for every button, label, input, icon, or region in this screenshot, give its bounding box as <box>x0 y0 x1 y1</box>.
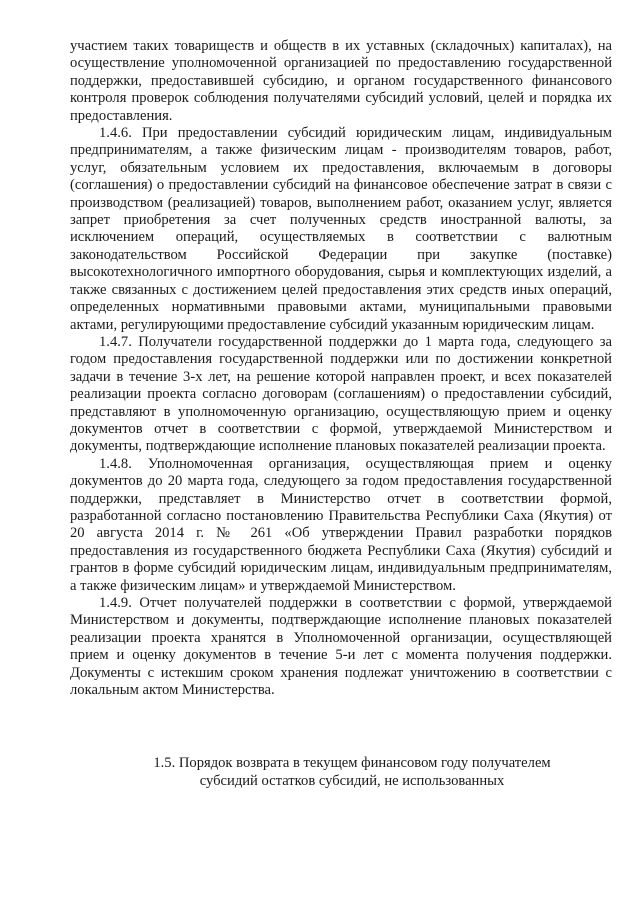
paragraph-1-4-8: 1.4.8. Уполномоченная организация, осуществляющая прием и оценку документов до 20 марта года, следующего за годом предоставления государственной поддержки, представляет в Министерство отчет в соответствии формой, разработанной согласно постановлению Правительства Республики Саха (Якутия) от 20 августа 2014 г. № 261 «Об утверждении Правил разработки порядков предоставления из государственного бюджета Республики Саха (Якутия) субсидий и грантов в форме субсидий юридическим лицам, индивидуальным предпринимателям, а также физическим лицам» и утверждаемой Министерством. <box>70 455 612 594</box>
paragraph-continuation: участием таких товариществ и обществ в их уставных (складочных) капиталах), на осуществление уполномоченной организацией по предоставлению государственной поддержки, предоставившей субсидию, и органом государственного финансового контроля проверок соблюдения получателями субсидий условий, целей и порядка их предоставления. <box>70 38 612 124</box>
paragraph-1-4-7: 1.4.7. Получатели государственной поддержки до 1 марта года, следующего за годом предоставления государственной поддержки или по достижении конкретной задачи в течение 3-х лет, на решение которой направлен проект, и всех показателей реализации проекта согласно договорам (соглашениям) о предоставлении субсидий, представляют в уполномоченную организацию, осуществляющую прием и оценку документов отчет в соответствии с формой, утверждаемой Министерством и документы, подтверждающие исполнение плановых показателей реализации проекта. <box>70 333 612 455</box>
paragraph-1-4-6: 1.4.6. При предоставлении субсидий юридическим лицам, индивидуальным предпринимателям, а также физическим лицам - производителям товаров, работ, услуг, обязательным условием их предоставления, включаемым в договоры (соглашения) о предоставлении субсидий на финансовое обеспечение затрат в связи с производством (реализацией) товаров, выполнением работ, оказанием услуг, является запрет приобретения за счет полученных средств иностранной валюты, за исключением операций, осуществляемых в соответствии с валютным законодательством Российской Федерации при закупке (поставке) высокотехнологичного импортного оборудования, сырья и комплектующих изделий, а также связанных с достижением целей предоставления этих средств иных операций, определенных нормативными правовыми актами, муниципальными правовыми актами, регулирующими предоставление субсидий указанным юридическим лицам. <box>70 125 612 333</box>
section-heading <box>70 755 612 790</box>
section-heading-line-2: субсидий остатков субсидий, не использованных <box>199 773 505 790</box>
section-heading-line-1: 1.5. Порядок возврата в текущем финансовом году получателем <box>153 755 551 772</box>
paragraph-1-4-9: 1.4.9. Отчет получателей поддержки в соответствии с формой, утверждаемой Министерством и документы, подтверждающие исполнение плановых показателей реализации проекта хранятся в Уполномоченной организации, осуществляющей прием и оценку документов в течение 5-и лет с момента получения поддержки. Документы с истекшим сроком хранения подлежат уничтожению в соответствии с локальным актом Министерства. <box>70 595 612 699</box>
